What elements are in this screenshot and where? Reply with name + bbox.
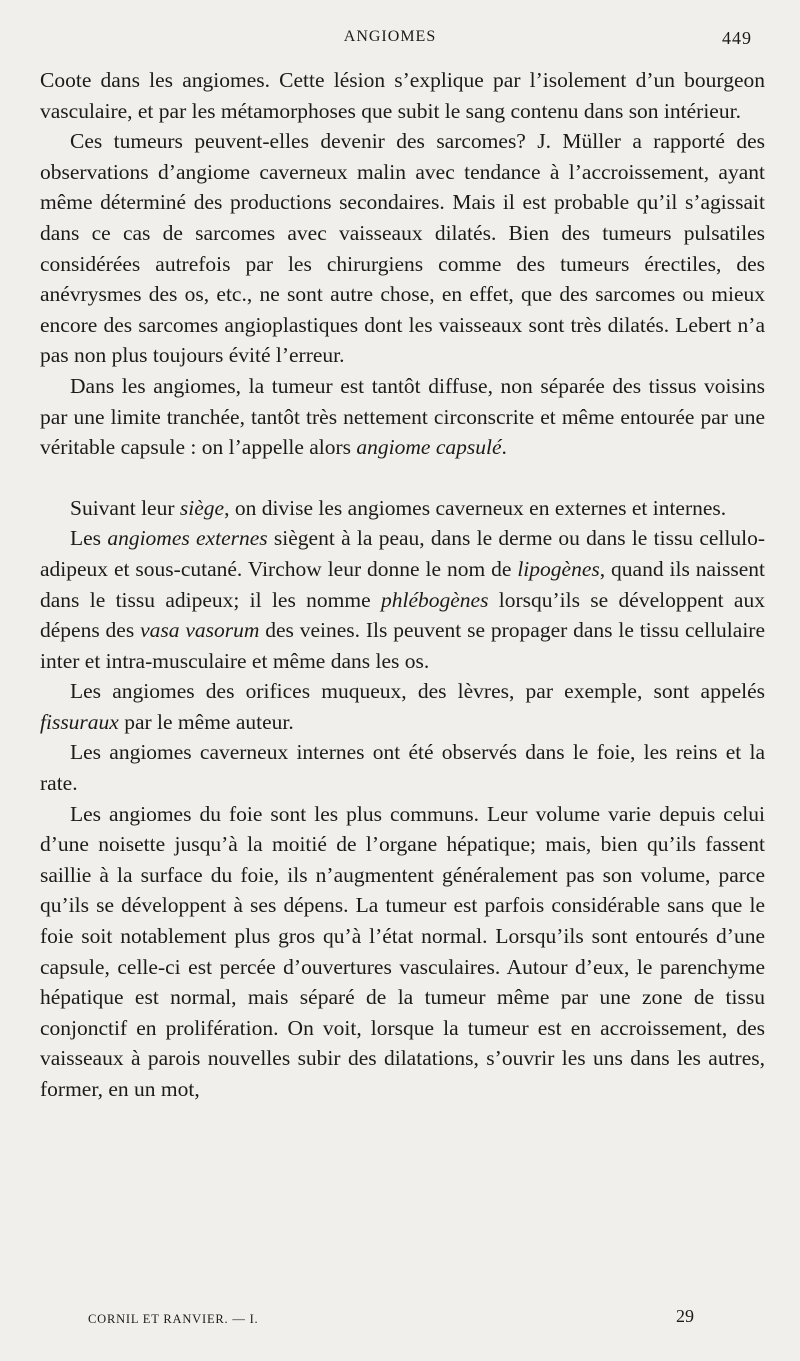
text-run: Dans les angiomes, la tumeur est tantôt diffuse, non séparée des tissus voisins par une limite tranchée, tantôt très nettement circonscrite et même entourée par une véritable capsule : on l’appelle alors	[40, 373, 765, 460]
paragraph	[40, 493, 765, 524]
text-run: Ces tumeurs peuvent-elles devenir des sarcomes? J. Müller a rapporté des observations d’angiome caverneux malin avec tendance à l’accroissement, ayant même déterminé des productions secondaires. Mais il est probable qu’il s’agissait dans ce cas de sarcomes avec vaisseaux dilatés. Bien des tumeurs pulsatiles considérées autrefois par les chirurgiens comme des tumeurs érectiles, des anévrysmes des os, etc., ne sont autre chose, en effet, que des sarcomes ou mieux encore des sarcomes angioplastiques dont les vaisseaux sont très dilatés. Lebert n’a pas non plus toujours évité l’erreur.	[40, 129, 765, 368]
text-run: lorsqu’ils se développent aux dépens des	[40, 587, 765, 643]
paragraph	[40, 65, 765, 126]
paragraph	[40, 676, 765, 737]
text-run: Coote dans les angiomes. Cette lésion s’explique par l’isolement d’un bourgeon vasculaire, et par les métamorphoses que subit le sang contenu dans son intérieur.	[40, 68, 765, 123]
italic-term: angiome capsulé	[356, 435, 502, 460]
text-run: , on divise les angiomes caverneux en externes et internes.	[224, 495, 727, 520]
running-title: ANGIOMES	[343, 28, 437, 45]
text-run: Les angiomes des orifices muqueux, des lèvres, par exemple, sont appelés	[70, 679, 765, 704]
running-header	[0, 28, 800, 56]
text-run: Les	[70, 526, 108, 551]
page-footer	[0, 1306, 800, 1336]
italic-term: fissuraux	[40, 709, 119, 734]
text-run: des veines. Ils peuvent se propager dans le tissu cellulaire inter et intra-musculaire et même dans les os.	[40, 618, 765, 673]
text-run: , quand ils naissent dans le tissu adipeux; il les nomme	[40, 556, 766, 612]
italic-term: lipogènes	[517, 556, 600, 581]
italic-term: phlébogènes	[380, 587, 489, 612]
footer-authors: CORNIL ET RANVIER. — I.	[88, 1312, 259, 1326]
body-text	[40, 65, 765, 1105]
paragraph	[40, 126, 765, 371]
paragraph	[40, 371, 765, 463]
signature-mark: 29	[676, 1306, 694, 1326]
italic-term: angiomes externes	[107, 526, 268, 551]
page-number: 449	[722, 28, 752, 48]
italic-term: vasa vasorum	[140, 618, 260, 643]
paragraph	[40, 523, 765, 676]
text-run: .	[501, 435, 507, 460]
paragraph	[40, 737, 765, 798]
text-run: siègent à la peau, dans le derme ou dans le tissu cellulo-adipeux et sous-cutané. Virchow leur donne le nom de	[40, 526, 765, 581]
text-run: Les angiomes caverneux internes ont été observés dans le foie, les reins et la rate.	[40, 740, 765, 796]
text-run: Suivant leur	[70, 495, 180, 520]
paragraph	[40, 799, 765, 1105]
italic-term: siège	[179, 495, 225, 520]
text-run: Les angiomes du foie sont les plus communs. Leur volume varie depuis celui d’une noisette jusqu’à la moitié de l’organe hépatique; mais, bien qu’ils fassent saillie à la surface du foie, ils n’augmentent généralement pas son volume, parce qu’ils se développent à ses dépens. La tumeur est parfois considérable sans que le foie soit notablement plus gros qu’à l’état normal. Lorsqu’ils sont entourés d’une capsule, celle-ci est percée d’ouvertures vasculaires. Autour d’eux, le parenchyme hépatique est normal, mais séparé de la tumeur même par une zone de tissu conjonctif en prolifération. On voit, lorsque la tumeur est en accroissement, des vaisseaux à parois nouvelles subir des dilatations, s’ouvrir les uns dans les autres, former, en un mot,	[40, 801, 765, 1101]
text-run: par le même auteur.	[118, 709, 294, 734]
